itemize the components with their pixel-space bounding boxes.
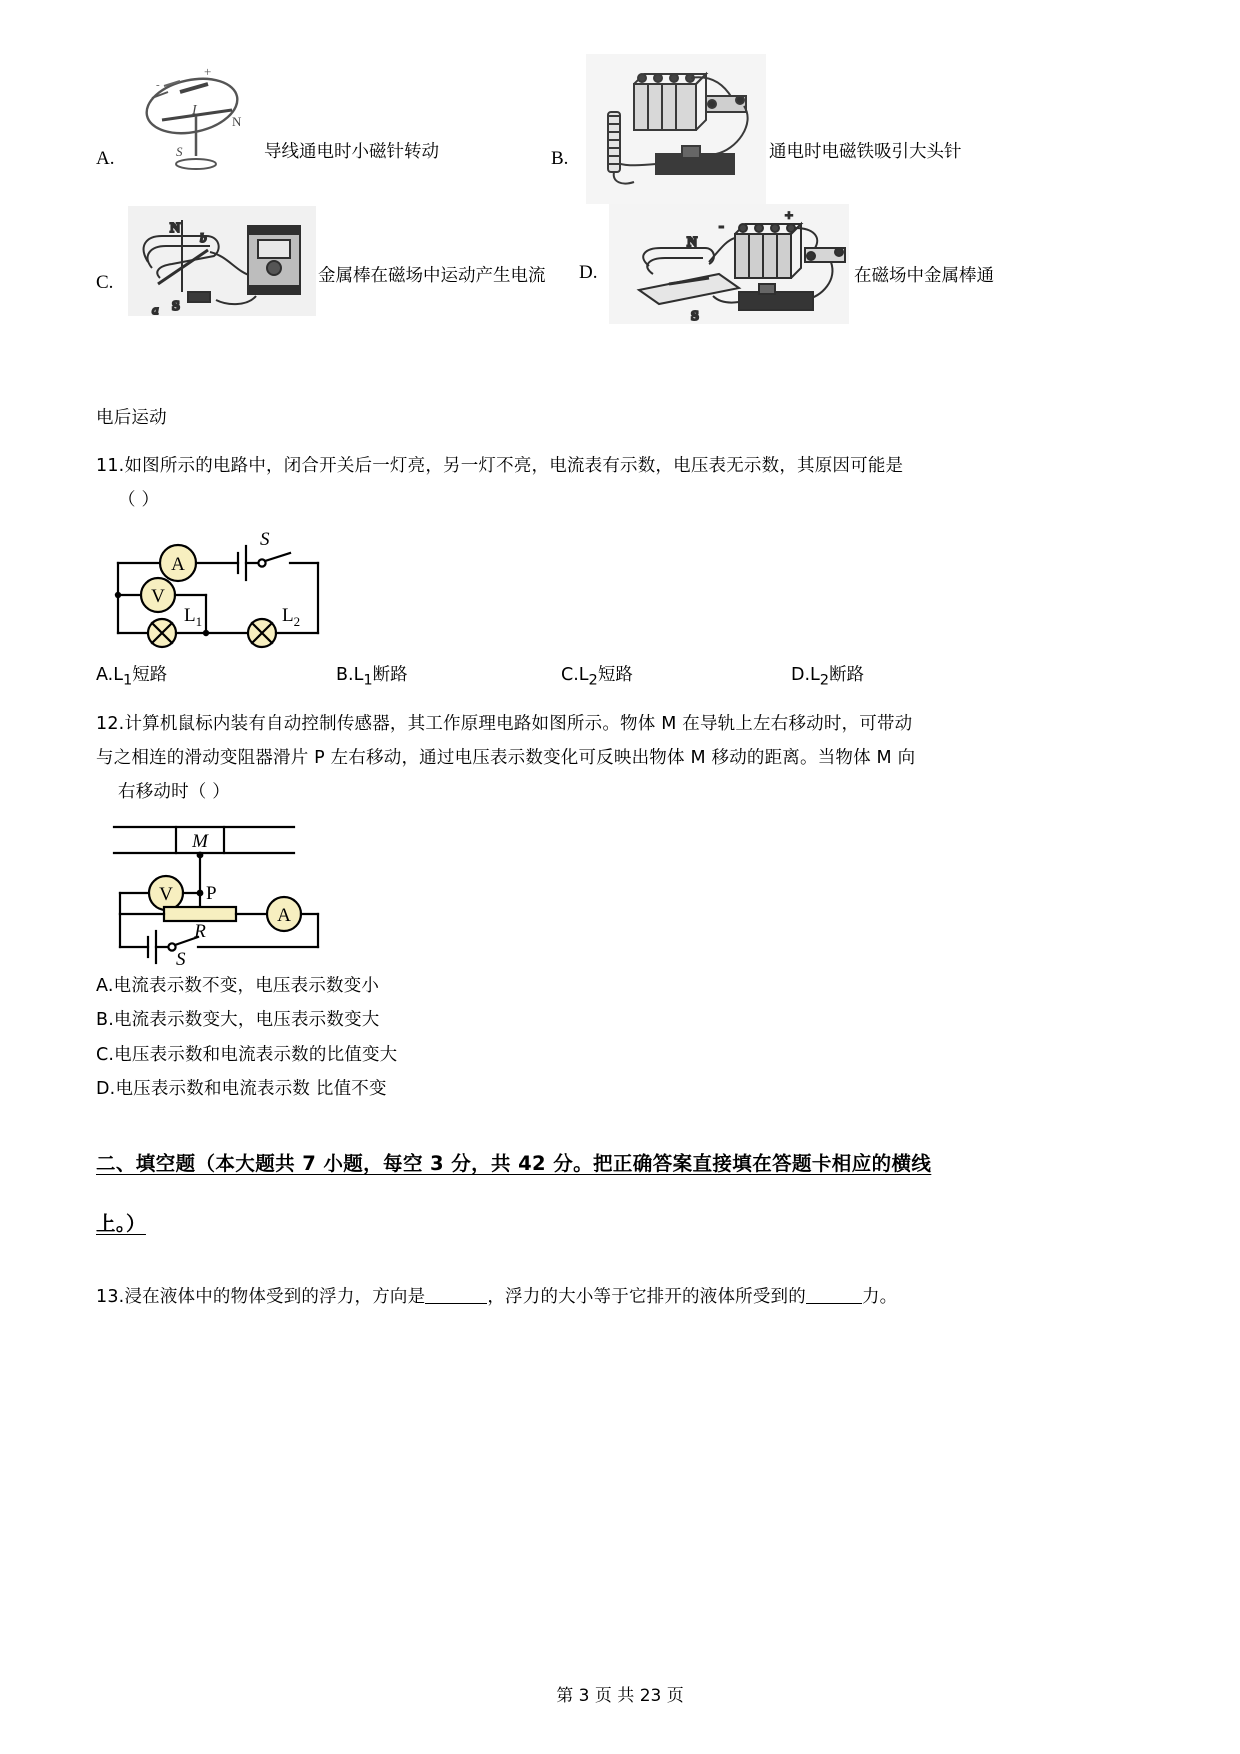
question-11-options xyxy=(96,661,1046,689)
question-12-stem-line-2: 与之相连的滑动变阻器滑片 P 左右移动，通过电压表示数变化可反映出物体 M 移动的距离。当物体 M 向 xyxy=(96,748,916,768)
option-tail: 短路 xyxy=(597,665,633,686)
svg-text:S: S xyxy=(176,144,183,159)
option-key: D. xyxy=(791,665,811,686)
question-11-answer-bracket: （ ） xyxy=(118,490,160,511)
option-D-caption: 在磁场中金属棒通 xyxy=(854,266,994,286)
question-13-number: 13. xyxy=(96,1286,125,1307)
svg-text:R: R xyxy=(194,921,206,943)
svg-text:S: S xyxy=(691,309,699,324)
svg-text:V: V xyxy=(151,586,165,608)
question-12-number: 12. xyxy=(96,713,125,734)
question-13-text-c: 力。 xyxy=(861,1286,898,1307)
question-11-stem-text: 如图所示的电路中，闭合开关后一灯亮，另一灯不亮，电流表有示数，电压表无示数，其原因可能是 xyxy=(124,456,904,477)
question-12-option-C: C.电压表示数和电流表示数的比值变大 xyxy=(96,1044,398,1065)
question-11-stem xyxy=(96,449,1046,483)
question-12-stem-line-1 xyxy=(96,707,1046,741)
option-tail: 短路 xyxy=(132,665,168,686)
option-C-label: C. xyxy=(96,272,114,293)
question-10-options-row-1 xyxy=(96,56,1046,186)
option-symbol: L xyxy=(578,665,589,686)
stem-text: 计算机鼠标内装有自动控制传感器，其工作原理电路如图所示。物体 M 在导轨上左右移动时，可带动 xyxy=(124,713,913,734)
question-11 xyxy=(96,449,1046,689)
svg-text:L1: $L_1$ xyxy=(184,605,203,630)
question-11-option-C xyxy=(561,661,791,689)
compass-needle-rotating-wire-photo xyxy=(134,56,264,176)
page-content xyxy=(96,56,1046,1314)
option-subscript: 1 xyxy=(363,671,373,689)
question-12-options xyxy=(96,969,1046,1106)
electromagnet-attracting-pins-photo xyxy=(586,54,766,204)
svg-text:S: S xyxy=(172,299,180,314)
option-A-label: A. xyxy=(96,148,115,169)
two-lamp-circuit-diagram xyxy=(104,529,1046,647)
svg-text:L2: $L_2$ xyxy=(282,605,301,630)
option-subscript: 1 xyxy=(122,671,133,689)
option-key: B. xyxy=(336,665,354,686)
question-13-text-b: ，浮力的大小等于它排开的液体所受到的 xyxy=(487,1286,806,1307)
option-B-caption: 通电时电磁铁吸引大头针 xyxy=(769,142,962,162)
question-11-number: 11. xyxy=(96,456,125,477)
option-symbol: L xyxy=(113,665,123,686)
option-B-label: B. xyxy=(551,148,569,169)
question-13-text-a: 浸在液体中的物体受到的浮力，方向是 xyxy=(124,1286,426,1307)
option-C-caption: 金属棒在磁场中运动产生电流 xyxy=(318,266,546,286)
option-symbol: L xyxy=(810,665,820,686)
section-two-heading-line-2: 上。） xyxy=(96,1211,146,1235)
option-tail: 断路 xyxy=(829,665,865,686)
option-subscript: 2 xyxy=(819,671,830,689)
question-13 xyxy=(96,1280,1046,1314)
question-12-stem-line-3: 右移动时（ ） xyxy=(118,782,230,803)
section-two-heading xyxy=(96,1142,1046,1246)
svg-text:+: + xyxy=(785,209,793,224)
svg-text:+: + xyxy=(204,64,212,79)
option-D-label: D. xyxy=(579,262,598,283)
question-11-option-A xyxy=(96,661,336,689)
svg-text:N: N xyxy=(232,114,242,129)
question-12-option-A: A.电流表示数不变，电压表示数变小 xyxy=(96,976,380,997)
svg-text:b: b xyxy=(200,230,207,245)
svg-text:N: N xyxy=(687,235,698,250)
metal-rod-moving-in-field-photo xyxy=(128,206,316,316)
svg-text:A: A xyxy=(171,554,185,576)
svg-text:P: P xyxy=(206,883,217,905)
svg-text:I: I xyxy=(192,103,197,118)
svg-text:-: - xyxy=(156,79,160,91)
svg-text:N: N xyxy=(170,221,181,236)
svg-text:V: V xyxy=(159,884,173,906)
option-tail: 断路 xyxy=(372,665,408,686)
svg-text:M: M xyxy=(192,831,208,853)
option-symbol: L xyxy=(353,665,364,686)
question-13-blank-2[interactable] xyxy=(806,1285,862,1304)
page-footer: 第 3 页 共 23 页 xyxy=(556,1686,684,1706)
svg-text:S: S xyxy=(260,529,270,551)
option-A-caption: 导线通电时小磁针转动 xyxy=(264,142,439,162)
option-subscript: 2 xyxy=(588,671,598,689)
question-12 xyxy=(96,707,1046,1106)
svg-text:A: A xyxy=(277,905,291,927)
question-11-option-D xyxy=(791,661,864,689)
option-key: C. xyxy=(561,665,579,686)
question-11-option-B xyxy=(336,661,561,689)
question-12-option-B: B.电流表示数变大，电压表示数变大 xyxy=(96,1010,380,1031)
svg-text:a: a xyxy=(152,302,159,317)
svg-text:S: S xyxy=(176,949,186,971)
question-10-options-row-2 xyxy=(96,209,1046,359)
section-two-heading-line-1: 二、填空题（本大题共 7 小题，每空 3 分，共 42 分。把正确答案直接填在答题卡相应的横线 xyxy=(96,1151,932,1175)
question-13-blank-1[interactable] xyxy=(425,1285,487,1304)
option-key: A. xyxy=(96,665,114,686)
rod-in-field-with-battery-photo xyxy=(609,204,849,324)
mouse-sensor-circuit-diagram xyxy=(104,819,1046,971)
option-D-caption-wrap: 电后运动 xyxy=(96,408,167,428)
question-12-option-D: D.电压表示数和电流表示数 比值不变 xyxy=(96,1078,387,1099)
svg-text:-: - xyxy=(719,219,724,234)
